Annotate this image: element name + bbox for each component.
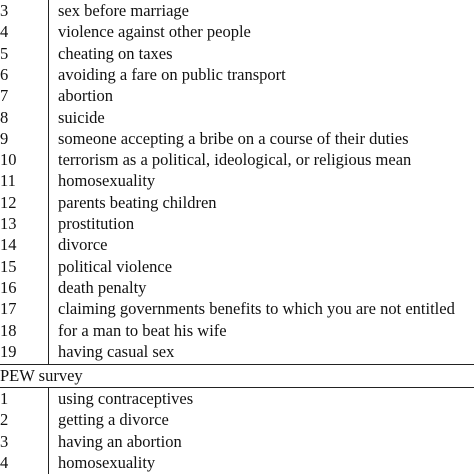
table-row bbox=[0, 409, 474, 430]
row-number: 3 bbox=[0, 1, 9, 20]
row-description: having an abortion bbox=[58, 431, 182, 451]
table-row bbox=[0, 320, 474, 341]
row-description: claiming governments benefits to which you are not entitled bbox=[58, 299, 455, 319]
table-row bbox=[0, 64, 474, 85]
row-number: 13 bbox=[0, 214, 17, 233]
section-label-pew-survey: PEW survey bbox=[0, 366, 83, 385]
row-number: 14 bbox=[0, 235, 17, 255]
row-number: 3 bbox=[0, 431, 9, 451]
row-description: abortion bbox=[58, 86, 113, 106]
table-row bbox=[0, 0, 474, 21]
row-description: violence against other people bbox=[58, 22, 251, 42]
row-description: getting a divorce bbox=[58, 410, 169, 430]
table-row bbox=[0, 213, 474, 234]
row-number: 9 bbox=[0, 128, 9, 148]
row-description: divorce bbox=[58, 235, 108, 255]
row-number: 18 bbox=[0, 320, 17, 340]
table-row bbox=[0, 192, 474, 213]
row-description: terrorism as a political, ideological, or religious mean bbox=[58, 150, 412, 170]
row-description: avoiding a fare on public transport bbox=[58, 64, 286, 84]
row-description: for a man to beat his wife bbox=[58, 320, 227, 340]
table-row bbox=[0, 431, 474, 452]
table-row bbox=[0, 107, 474, 128]
row-description: someone accepting a bribe on a course of their duties bbox=[58, 128, 409, 148]
row-number: 6 bbox=[0, 64, 9, 84]
row-description: death penalty bbox=[58, 277, 147, 297]
table-row bbox=[0, 149, 474, 170]
table-row bbox=[0, 388, 474, 409]
table-row bbox=[0, 298, 474, 319]
row-description: cheating on taxes bbox=[58, 43, 173, 63]
row-number: 1 bbox=[0, 389, 9, 408]
table-row bbox=[0, 170, 474, 191]
table-row bbox=[0, 256, 474, 277]
table-row bbox=[0, 277, 474, 298]
row-description: homosexuality bbox=[58, 171, 156, 191]
row-description: sex before marriage bbox=[58, 1, 190, 20]
table-row bbox=[0, 452, 474, 473]
row-description: suicide bbox=[58, 107, 105, 127]
row-description: using contraceptives bbox=[58, 389, 194, 408]
table-row bbox=[0, 21, 474, 42]
table-row bbox=[0, 234, 474, 255]
table-row bbox=[0, 128, 474, 149]
row-number: 15 bbox=[0, 256, 17, 276]
row-number: 19 bbox=[0, 341, 17, 361]
row-number: 12 bbox=[0, 192, 17, 212]
row-description: homosexuality bbox=[58, 452, 156, 472]
row-description: political violence bbox=[58, 256, 173, 276]
row-number: 7 bbox=[0, 86, 9, 106]
row-number: 10 bbox=[0, 150, 17, 170]
row-number: 2 bbox=[0, 410, 9, 430]
row-description: having casual sex bbox=[58, 341, 175, 361]
row-number: 11 bbox=[0, 171, 16, 191]
row-number: 4 bbox=[0, 452, 9, 472]
row-number: 16 bbox=[0, 277, 17, 297]
table-row bbox=[0, 43, 474, 64]
row-description: parents beating children bbox=[58, 192, 217, 212]
row-number: 8 bbox=[0, 107, 9, 127]
row-number: 4 bbox=[0, 22, 9, 42]
row-number: 5 bbox=[0, 43, 9, 63]
row-number: 17 bbox=[0, 299, 17, 319]
table-row bbox=[0, 85, 474, 106]
table-row bbox=[0, 341, 474, 362]
row-description: prostitution bbox=[58, 214, 135, 233]
